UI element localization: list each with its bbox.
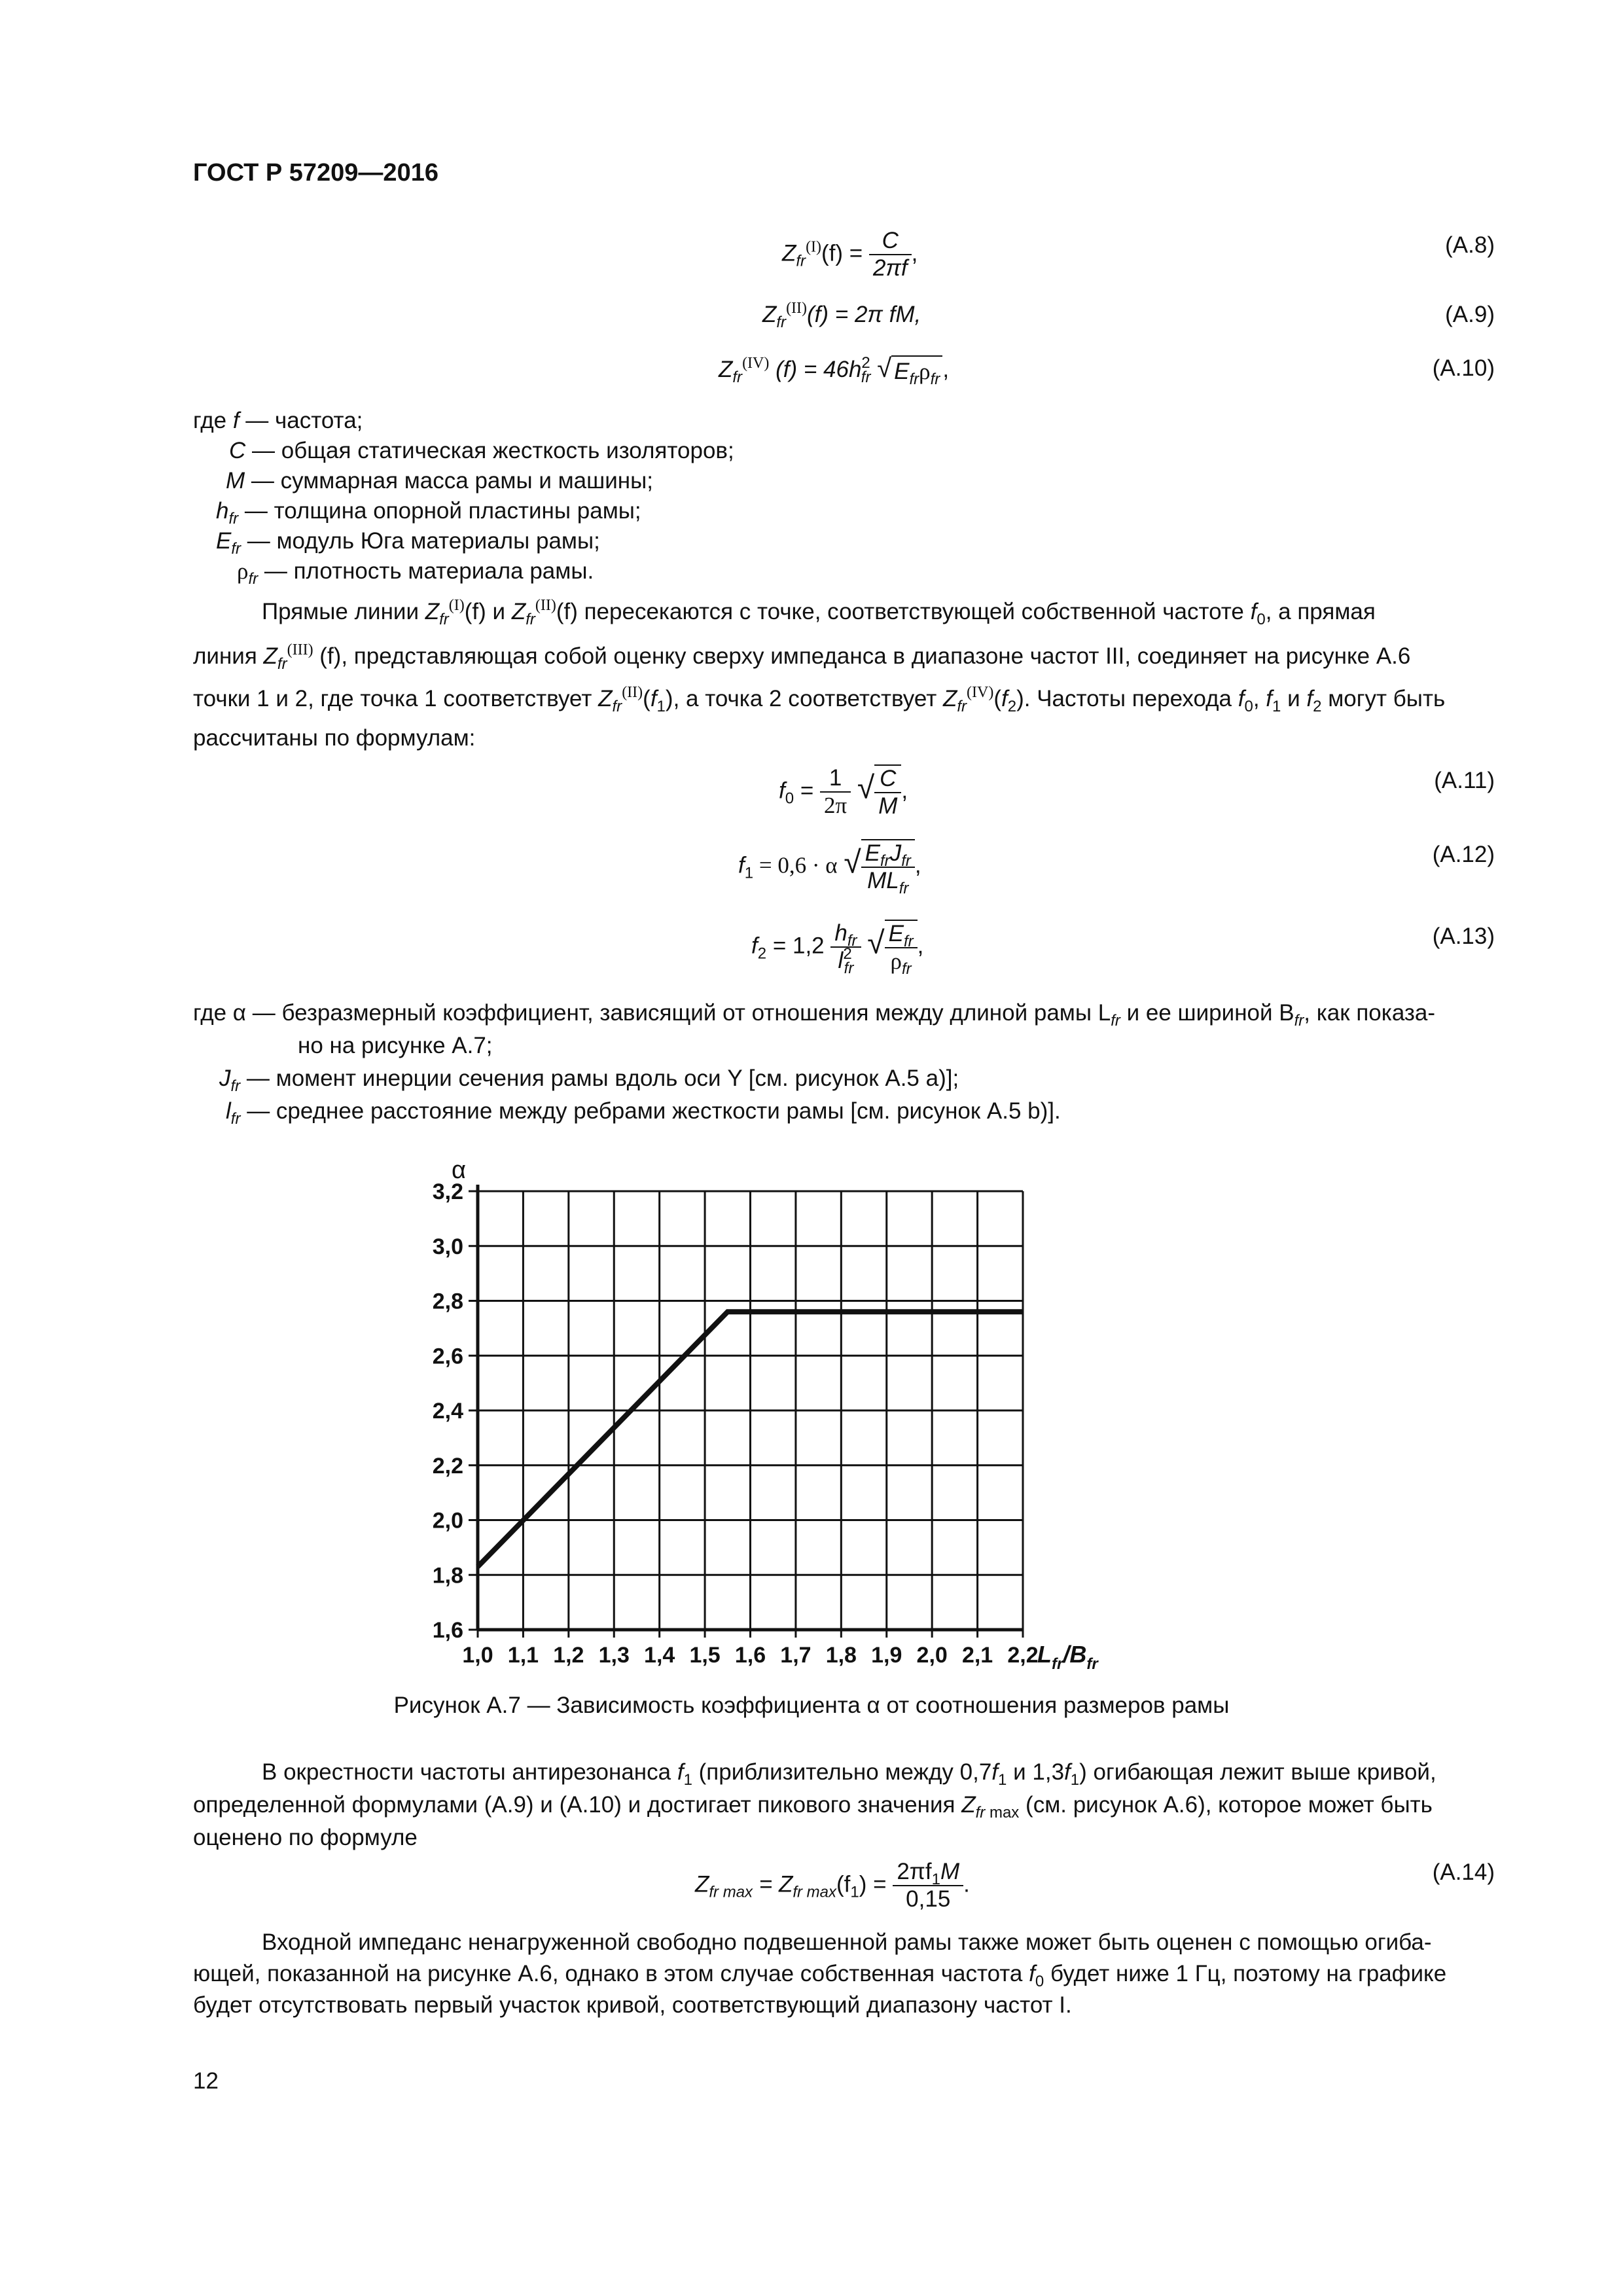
x-tick-label: 1,5 [689, 1643, 721, 1668]
x-tick-label: 1,0 [462, 1643, 493, 1668]
x-tick-label: 2,1 [961, 1643, 993, 1668]
x-tick-label: 1,4 [644, 1643, 675, 1668]
y-tick-label: 1,8 [432, 1563, 463, 1588]
equation-a13: $f_2 = 1,2$ $\frac{h_{fr}}{l^2_{fr}}$ √ $\frac{E_{fr}}{\rho_{fr}}$ , [751, 920, 924, 978]
equation-a8: $Z_{fr}^{(I)}(f)$ = $\frac{C}{2\pi f}$ , [782, 228, 918, 281]
equation-a12: $f_1 = 0,6 \cdot \alpha$ √ $\frac{E_{fr}J_{fr}}{ML_{fr}}$ , [738, 840, 921, 897]
x-tick-label: 1,3 [598, 1643, 630, 1668]
x-tick-label: 2,0 [916, 1643, 948, 1668]
y-tick-label: 2,2 [432, 1453, 463, 1479]
x-tick-label: 1,9 [871, 1643, 902, 1668]
paragraph-1-line-4: рассчитаны по формулам: [193, 725, 476, 751]
equation-number-a11: (A.11) [1434, 768, 1495, 793]
y-tick-label: 2,4 [432, 1399, 463, 1424]
paragraph-2-line-1: В окрестности частоты антирезонанса $f_1$ (приблизительно между $0,7f_1$ и $1,3f_1$) огибающая лежит выше кривой, [262, 1759, 1436, 1789]
equation-number-a9: (A.9) [1445, 302, 1495, 327]
y-tick-label: 2,8 [432, 1289, 463, 1314]
definition-alpha: где α — безразмерный коэффициент, зависящий от отношения между длиной рамы $L_{fr}$ и ее шириной $B_{fr}$, как показа- [193, 1000, 1436, 1030]
paragraph-1-line-3: точки 1 и 2, где точка 1 соответствует $Z_{fr}^{(II)}(f_1)$, а точка 2 соответствует $Z_{fr}^{(IV)}(f_2)$. Частоты перехода $f_0$, $f_1$ и $f_2$ могут быть [193, 684, 1446, 715]
y-tick-label: 3,2 [432, 1179, 463, 1204]
figure-caption: Рисунок А.7 — Зависимость коэффициента α от соотношения размеров рамы [393, 1693, 1230, 1718]
x-axis-label: $L_{fr}/B_{fr}$ [1037, 1641, 1098, 1673]
definition-h: $h_{fr}$ — толщина опорной пластины рамы; [216, 498, 641, 528]
paragraph-3-line-1: Входной импеданс ненагруженной свободно подвешенной рамы также может быть оценен с помощью огиба- [262, 1929, 1432, 1955]
definition-l: $l_{fr}$ — среднее расстояние между ребрами жесткости рамы [см. рисунок А.5 b)]. [226, 1098, 1061, 1128]
paragraph-2-line-3: оценено по формуле [193, 1825, 418, 1850]
x-tick-label: 1,6 [734, 1643, 766, 1668]
y-tick-label: 2,0 [432, 1508, 463, 1534]
y-tick-label: 3,0 [432, 1234, 463, 1259]
paragraph-2-line-2: определенной формулами (А.9) и (А.10) и достигает пикового значения $Z_{fr max}$ (см. рисунок А.6), которое может быть [193, 1792, 1433, 1821]
paragraph-1-line-1: Прямые линии $Z_{fr}^{(I)}(f)$ и $Z_{fr}^{(II)}(f)$ пересекаются с точке, соответствующей собственной частоте $f_0$, а прямая [262, 597, 1376, 628]
x-tick-label: 2,2 [1007, 1643, 1039, 1668]
definition-e: $E_{fr}$ — модуль Юга материалы рамы; [216, 528, 600, 558]
document-header: ГОСТ Р 57209—2016 [193, 159, 438, 187]
alpha-chart [393, 1139, 1098, 1689]
equation-number-a10: (A.10) [1432, 355, 1495, 381]
definition-m: M — суммарная масса рамы и машины; [226, 468, 653, 493]
y-axis-label: α [452, 1157, 466, 1184]
x-tick-label: 1,2 [553, 1643, 584, 1668]
x-tick-label: 1,8 [825, 1643, 857, 1668]
definition-f: где f — частота; [193, 408, 363, 433]
equation-a11: $f_0$ = $\frac{1}{2\pi}$ √ $\frac{C}{M}$ , [779, 765, 908, 819]
page-number: 12 [193, 2068, 219, 2094]
equation-number-a13: (A.13) [1432, 924, 1495, 949]
x-tick-label: 1,7 [780, 1643, 812, 1668]
definition-c: C — общая статическая жесткость изоляторов; [229, 438, 734, 463]
equation-number-a12: (A.12) [1432, 842, 1495, 867]
y-tick-label: 1,6 [432, 1618, 463, 1643]
equation-number-a14: (A.14) [1432, 1859, 1495, 1885]
y-tick-label: 2,6 [432, 1344, 463, 1369]
paragraph-3-line-3: будет отсутствовать первый участок кривой, соответствующий диапазону частот I. [193, 1992, 1072, 2018]
equation-a10: $Z_{fr}^{(IV)}$ $(f) = 46h^2_{fr}$ √ $E_{fr}\rho_{fr}$ , [719, 354, 950, 388]
definition-alpha-cont: но на рисунке А.7; [298, 1033, 493, 1058]
equation-a9: $Z_{fr}^{(II)}(f) = 2\pi$ fM, [762, 300, 921, 331]
equation-number-a8: (A.8) [1445, 232, 1495, 258]
definition-rho: $\rho_{fr}$ — плотность материала рамы. [237, 558, 594, 588]
equation-a14: $Z_{fr max} = Z_{fr max}(f_1)$ = $\frac{2\pi f_1M}{0,15}$ . [695, 1859, 970, 1912]
x-tick-label: 1,1 [507, 1643, 539, 1668]
paragraph-1-line-2: линия $Z_{fr}^{(III)}$ (f), представляющая собой оценку сверху импеданса в диапазоне частот III, соединяет на рисунке А.6 [193, 641, 1411, 673]
definition-j: $J_{fr}$ — момент инерции сечения рамы вдоль оси Y [см. рисунок А.5 а)]; [219, 1066, 959, 1095]
paragraph-3-line-2: ющей, показанной на рисунке А.6, однако в этом случае собственная частота $f_0$ будет ниже 1 Гц, поэтому на графике [193, 1961, 1447, 1990]
